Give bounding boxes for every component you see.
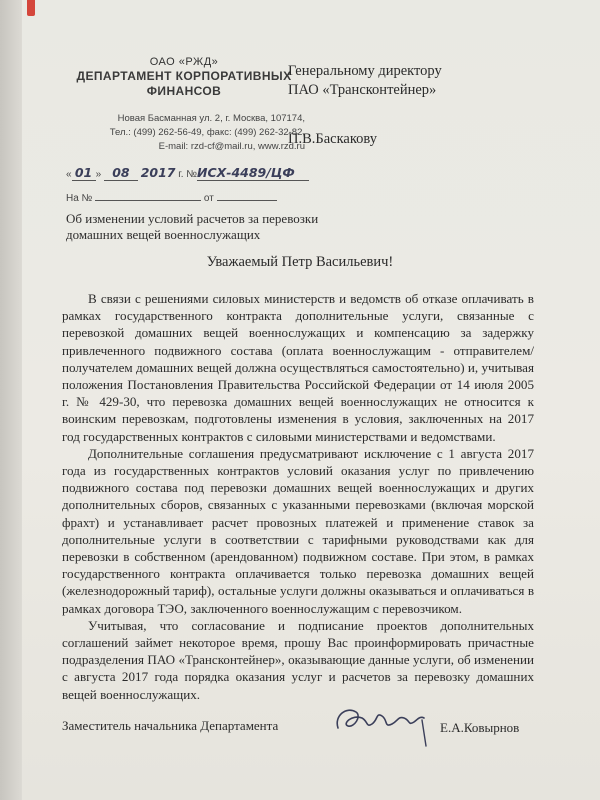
body-paragraph: Учитывая, что согласование и подписание проектов дополнительных соглашений займет некоторое время, прошу Вас проинформировать причастные подразделения ПАО «Трансконтейнер», оказывающие данные услуги, об изменении с августа 2017 года порядка оказания услуг и расчетов за перевозку домашних вещей военнослужащих. (62, 617, 534, 702)
reference-line (66, 193, 277, 204)
addressee-line1: Генеральному директору (288, 63, 442, 79)
subject-line1: Об изменении условий расчетов за перевозки (66, 211, 319, 226)
red-clip-mark (27, 0, 35, 16)
sender-address: Новая Басманная ул. 2, г. Москва, 107174, (117, 113, 305, 124)
sender-phone: Тел.: (499) 262-56-49, факс: (499) 262-32-82, (109, 127, 305, 138)
addressee-line2: ПАО «Трансконтейнер» (288, 82, 437, 98)
registration-day: 01 (72, 165, 96, 181)
sender-department-line2: ФИНАНСОВ (146, 84, 222, 98)
body-paragraph: В связи с решениями силовых министерств и ведомств об отказе оплачивать в рамках государственного контракта дополнительные услуги, связанные с перевозкой домашних вещей военнослужащих и компенсацию за задержку привлеченного подвижного состава (оплата военнослужащим - отправителем/получателем домашних вещей должна осуществляться самостоятельно) и, учитывая положения Постановления Правительства Российской Федерации от 14 июля 2005 г. № 429-30, что перевозка домашних вещей военнослужащих не относится к воинским перевозкам, подготовлены изменения в условия, заключенных на 2017 год государственных контрактов с силовыми министерствами и ведомствами. (62, 291, 534, 444)
addressee-name: П.В.Баскакову (288, 131, 378, 147)
registration-year: 2017 (140, 165, 176, 180)
letter-body (62, 290, 534, 703)
body-paragraph: Дополнительные соглашения предусматривают исключение с 1 августа 2017 года из государственных контрактов условий оказания услуг по привлечению подвижного состава под перевозки домашних вещей военнослужащих и других дополнительных сборов, связанных с указанными перевозками (включая морской фрахт) и устанавливает расчет провозных платежей и применение ставок за дополнительные услуги в соответствии с тарифными руководствами как для перевозки в собственном (арендованном) подвижном составе. При этом, в рамках государственного контракта оплачивается только перевозка домашних вещей (железнодорожный тариф), остальные услуги должны оказываться и оплачиваться в рамках договора ТЭО, заключенного военнослужащим с перевозчиком. (62, 445, 534, 616)
registration-month: 08 (104, 165, 138, 181)
sender-department-line1: ДЕПАРТАМЕНТ КОРПОРАТИВНЫХ (76, 69, 292, 83)
subject-line2: домашних вещей военнослужащих (66, 227, 261, 242)
registration-year-suffix: г. (178, 169, 184, 180)
sender-org: ОАО «РЖД» (149, 56, 219, 68)
registration-number-label: № (186, 169, 197, 180)
sender-contacts (55, 112, 305, 154)
registration-line: « 01 » 08 2017 г. №ИСХ-4489/ЦФ (66, 165, 309, 181)
sender-letterhead (64, 56, 304, 98)
registration-number: ИСХ-4489/ЦФ (197, 165, 309, 181)
subject-block (66, 211, 318, 243)
signatory-title: Заместитель начальника Департамента (62, 718, 279, 733)
salutation: Уважаемый Петр Васильевич! (206, 254, 394, 270)
reference-from-label: от (203, 193, 214, 204)
reference-label: На № (66, 193, 93, 204)
addressee-block (288, 62, 442, 149)
signatory-name: Е.А.Ковырнов (440, 720, 520, 735)
scan-edge (0, 0, 22, 800)
sender-email: E-mail: rzd-cf@mail.ru, www.rzd.ru (158, 141, 305, 152)
handwritten-signature (332, 698, 436, 750)
reference-number-field (95, 200, 201, 201)
reference-date-field (217, 200, 277, 201)
